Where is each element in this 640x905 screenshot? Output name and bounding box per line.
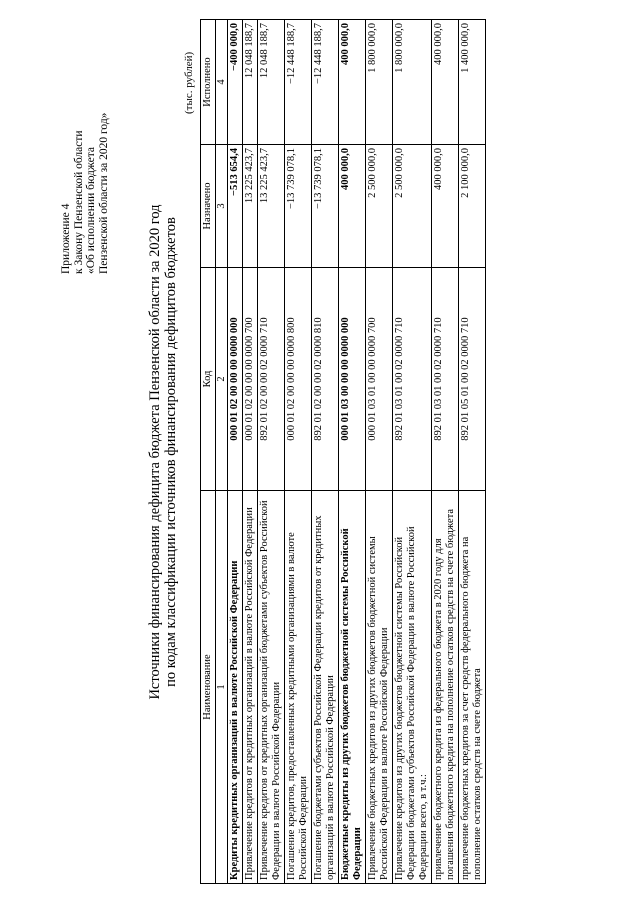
row-assigned: −13 739 078,1 — [312, 145, 339, 268]
appendix-line: Приложение 4 — [60, 203, 72, 274]
column-index: 4 — [216, 20, 228, 145]
table-row — [393, 20, 432, 884]
title-line-1: Источники финансирования дефицита бюджета Пензенской области за 2020 год — [147, 204, 163, 700]
table-row — [339, 20, 366, 884]
row-executed: 1 400 000,0 — [459, 20, 486, 145]
table-row — [312, 20, 339, 884]
row-assigned: 13 225 423,7 — [258, 145, 285, 268]
header-name: Наименование — [201, 491, 216, 884]
table-row — [285, 20, 312, 884]
header-code: Код — [201, 268, 216, 491]
row-executed: 12 048 188,7 — [258, 20, 285, 145]
row-executed: −400 000,0 — [228, 20, 243, 145]
table-row — [432, 20, 459, 884]
table-row — [366, 20, 393, 884]
table-row — [459, 20, 486, 884]
row-code: 000 01 02 00 00 00 0000 800 — [285, 268, 312, 491]
row-name: Погашение кредитов, предоставленных кредитными организациями в валюте Российской Федерации — [285, 491, 312, 884]
appendix-line: к Закону Пензенской области — [72, 130, 85, 274]
table-row — [228, 20, 243, 884]
row-assigned: 400 000,0 — [432, 145, 459, 268]
column-index: 2 — [216, 268, 228, 491]
appendix-header — [60, 113, 110, 274]
financing-table — [200, 19, 486, 884]
row-executed: 1 800 000,0 — [393, 20, 432, 145]
row-code: 000 01 02 00 00 00 0000 700 — [243, 268, 258, 491]
row-assigned: 13 225 423,7 — [243, 145, 258, 268]
row-name: Привлечение кредитов от кредитных организаций бюджетами субъектов Российской Федерации в валюте Российской Федерации — [258, 491, 285, 884]
table-row — [258, 20, 285, 884]
units-label: (тыс. рублей) — [183, 51, 195, 114]
row-code: 892 01 02 00 00 02 0000 810 — [312, 268, 339, 491]
header-assigned: Назначено — [201, 145, 216, 268]
row-executed: −12 448 188,7 — [285, 20, 312, 145]
row-name: Привлечение бюджетных кредитов из других бюджетов бюджетной системы Российской Федерации в валюте Российской Федерации — [366, 491, 393, 884]
row-executed: 400 000,0 — [339, 20, 366, 145]
appendix-line: «Об исполнении бюджета — [85, 146, 97, 274]
row-name: Погашение бюджетами субъектов Российской Федерации кредитов от кредитных организаций в валюте Российской Федерации — [312, 491, 339, 884]
row-executed: 1 800 000,0 — [366, 20, 393, 145]
row-code: 000 01 03 00 00 00 0000 000 — [339, 268, 366, 491]
row-executed: 12 048 188,7 — [243, 20, 258, 145]
row-code: 000 01 03 01 00 00 0000 700 — [366, 268, 393, 491]
table-body — [228, 20, 486, 884]
row-name: привлечение бюджетного кредита из федерального бюджета в 2020 году для погашения бюджетного кредита на пополнение остатков средств на счете бюджета — [432, 491, 459, 884]
header-executed: Исполнено — [201, 20, 216, 145]
row-code: 000 01 02 00 00 00 0000 000 — [228, 268, 243, 491]
row-name: Привлечение кредитов от кредитных организаций в валюте Российской Федерации — [243, 491, 258, 884]
row-name: Кредиты кредитных организаций в валюте Российской Федерации — [228, 491, 243, 884]
row-code: 892 01 05 01 00 02 0000 710 — [459, 268, 486, 491]
row-code: 892 01 03 01 00 02 0000 710 — [432, 268, 459, 491]
column-index: 1 — [216, 491, 228, 884]
row-assigned: 400 000,0 — [339, 145, 366, 268]
rotated-page — [20, 12, 620, 892]
column-index: 3 — [216, 145, 228, 268]
title-line-2: по кодам классификации источников финансирования дефицитов бюджетов — [163, 217, 179, 687]
row-assigned: 2 500 000,0 — [393, 145, 432, 268]
row-name: Бюджетные кредиты из других бюджетов бюджетной системы Российской Федерации — [339, 491, 366, 884]
row-code: 892 01 02 00 00 02 0000 710 — [258, 268, 285, 491]
appendix-line: Пензенской области за 2020 год» — [97, 112, 110, 274]
row-assigned: 2 500 000,0 — [366, 145, 393, 268]
row-executed: −12 448 188,7 — [312, 20, 339, 145]
row-assigned: −513 654,4 — [228, 145, 243, 268]
row-assigned: −13 739 078,1 — [285, 145, 312, 268]
row-name: привлечение бюджетных кредитов за счет средств федерального бюджета на пополнение остатков средств на счете бюджета — [459, 491, 486, 884]
row-executed: 400 000,0 — [432, 20, 459, 145]
row-assigned: 2 100 000,0 — [459, 145, 486, 268]
row-name: Привлечение кредитов из других бюджетов бюджетной системы Российской Федерации бюджетами субъектов Российской Федерации в валюте Российской Федерации всего, в т.ч.: — [393, 491, 432, 884]
document-title — [147, 12, 179, 892]
row-code: 892 01 03 01 00 02 0000 710 — [393, 268, 432, 491]
table-row — [243, 20, 258, 884]
